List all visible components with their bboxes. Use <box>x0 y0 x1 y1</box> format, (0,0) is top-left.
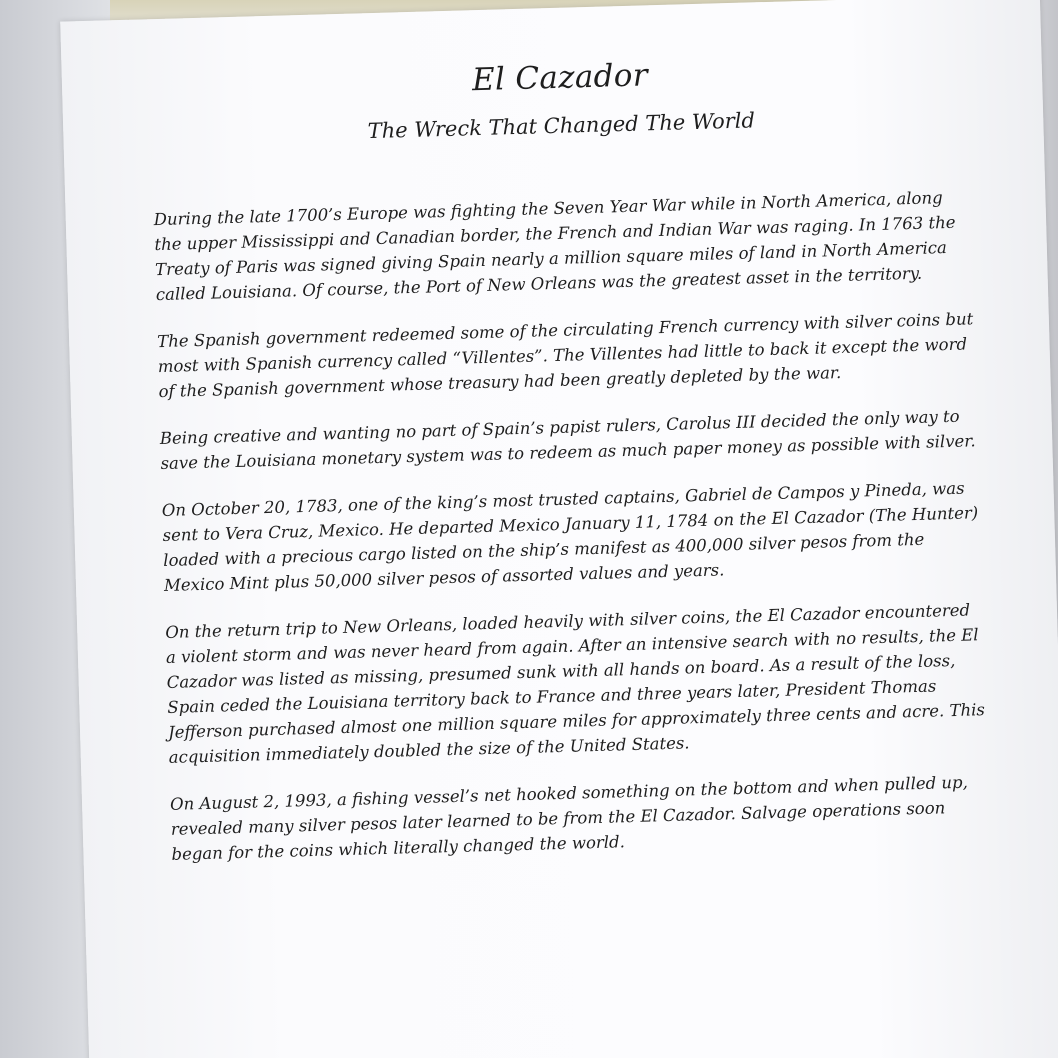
document-content <box>150 48 993 889</box>
paragraph-storm: On the return trip to New Orleans, loaded heavily with silver coins, the El Cazador encountered a violent storm and was never heard from again. After an intensive search with no results, the El Cazador was listed as missing, presumed sunk with all hands on board. As a result of the loss, Spain ceded the Louisiana territory back to France and three years later, President Thomas Jefferson purchased almost one million square miles for approximately three cents and acre. This acquisition immediately doubled the size of the United States. <box>165 600 986 767</box>
paragraph-voyage: On October 20, 1783, one of the king’s most trusted captains, Gabriel de Campos y Pineda, was sent to Vera Cruz, Mexico. He departed Mexico January 11, 1784 on the El Cazador (The Hunter) loaded with a precious cargo listed on the ship’s manifest as 400,000 silver pesos from the Mexico Mint plus 50,000 silver pesos of assorted values and years. <box>161 478 979 595</box>
paragraph-spanish-currency: The Spanish government redeemed some of the circulating French currency with silver coins but most with Spanish currency called “Villentes”. The Villentes had little to back it except the word of the Spanish government whose treasury had been greatly depleted by the war. <box>156 309 974 402</box>
paragraph-seven-year-war: During the late 1700’s Europe was fighting the Seven Year War while in North America, along the upper Mississippi and Canadian border, the French and Indian War was raging. In 1763 the Treaty of Paris was signed giving Spain nearly a million square miles of land in North America called Louisiana. Of course, the Port of New Orleans was the greatest asset in the territory. <box>153 188 956 305</box>
document-subtitle: The Wreck That Changed The World <box>367 108 756 144</box>
paragraph-discovery: On August 2, 1993, a fishing vessel’s net hooked something on the bottom and when pulled up, revealed many silver pesos later learned to be from the El Cazador. Salvage operations soon began for the coins which literally changed the world. <box>169 772 969 864</box>
paragraph-carolus-iii: Being creative and wanting no part of Spain’s papist rulers, Carolus III decided the only way to save the Louisiana monetary system was to redeem as much paper money as possible with silver. <box>159 406 976 474</box>
document-title: El Cazador <box>471 57 649 99</box>
paper-sheet <box>60 0 1058 1058</box>
